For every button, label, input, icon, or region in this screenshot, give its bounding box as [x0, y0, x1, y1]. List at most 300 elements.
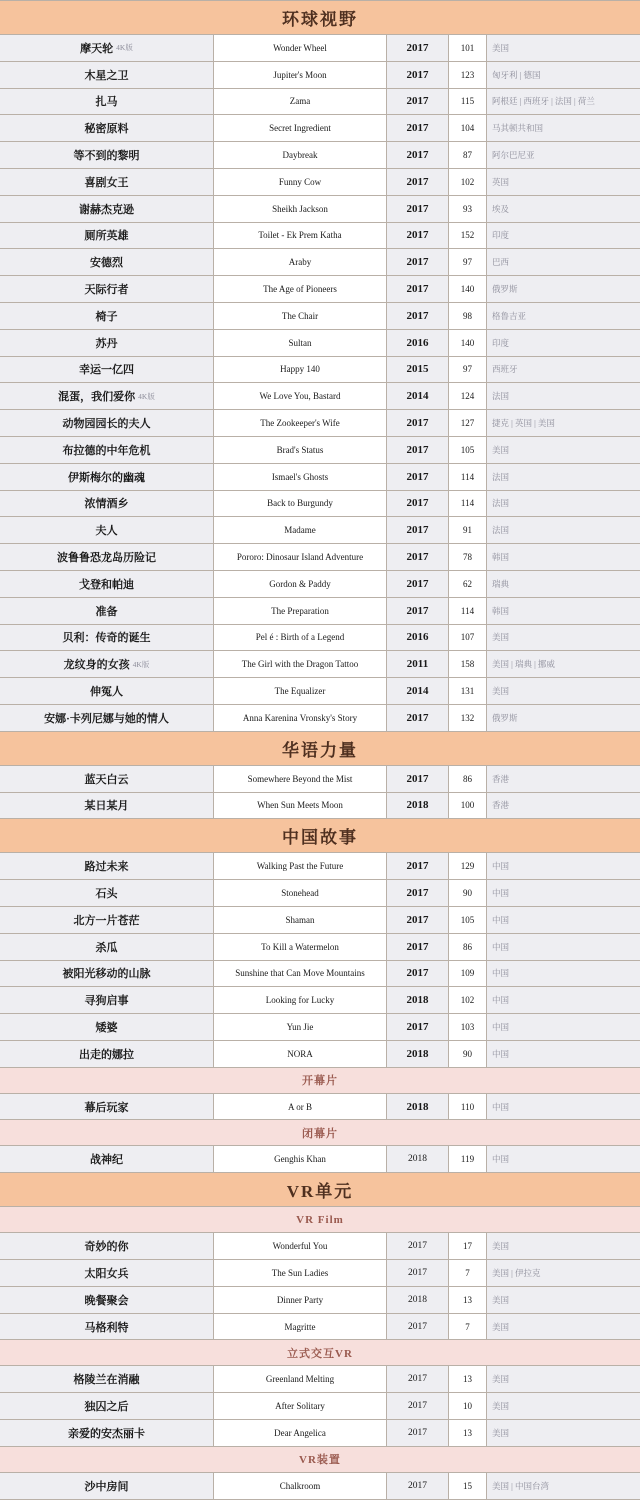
- year: [387, 598, 449, 624]
- year-text: 2017: [406, 551, 429, 564]
- table-row: [0, 517, 640, 544]
- table-row: [0, 544, 640, 571]
- table-row: [0, 35, 640, 62]
- runtime-minutes: [449, 1420, 487, 1446]
- english-title-text: Gordon & Paddy: [269, 578, 331, 589]
- country-text: 美国: [492, 1427, 510, 1438]
- country-text: 香港: [492, 800, 510, 811]
- year-text: 2018: [406, 1100, 429, 1113]
- table-row: [0, 880, 640, 907]
- english-title: [214, 1287, 387, 1313]
- english-title: [214, 1260, 387, 1286]
- runtime-minutes: [449, 383, 487, 409]
- runtime-minutes: [449, 491, 487, 517]
- english-title: [214, 766, 387, 792]
- runtime-minutes: [449, 853, 487, 879]
- chinese-title: [0, 678, 214, 704]
- country: [487, 517, 640, 543]
- year-text: 2017: [406, 887, 429, 899]
- year-text: 2017: [408, 1321, 427, 1332]
- year: [387, 1366, 449, 1392]
- runtime-minutes: [449, 464, 487, 490]
- table-row: [0, 142, 640, 169]
- year: [387, 907, 449, 933]
- country-text: 中国: [492, 1154, 510, 1165]
- year: [387, 223, 449, 249]
- section-header: 环球视野: [0, 1, 640, 35]
- runtime-minutes-text: 13: [463, 1427, 472, 1438]
- runtime-minutes-text: 123: [460, 69, 475, 80]
- english-title-text: Stonehead: [281, 888, 319, 898]
- chinese-title: [0, 1287, 214, 1313]
- table-row: [0, 1393, 640, 1420]
- english-title: [214, 437, 387, 463]
- english-title-text: Araby: [288, 257, 312, 268]
- year-text: 2017: [406, 577, 429, 590]
- country-text: 中国: [492, 1101, 510, 1112]
- country: [487, 330, 640, 356]
- runtime-minutes-text: 97: [463, 364, 472, 375]
- runtime-minutes: [449, 62, 487, 88]
- subsection-header: VR Film: [0, 1207, 640, 1233]
- english-title: [214, 651, 387, 677]
- chinese-title-text: 安娜·卡列尼娜与她的情人: [44, 712, 169, 725]
- year-text: 2017: [408, 1267, 427, 1278]
- table-row: [0, 987, 640, 1014]
- chinese-title: [0, 330, 214, 356]
- table-row: [0, 464, 640, 491]
- table-row: [0, 961, 640, 988]
- year-text: 2017: [406, 283, 429, 296]
- english-title: [214, 1314, 387, 1340]
- english-title: [214, 276, 387, 302]
- year-text: 2018: [408, 1154, 427, 1165]
- country: [487, 1094, 640, 1120]
- runtime-minutes-text: 87: [463, 150, 472, 161]
- chinese-title: [0, 766, 214, 792]
- country: [487, 303, 640, 329]
- table-row: [0, 1094, 640, 1121]
- country: [487, 651, 640, 677]
- year: [387, 625, 449, 651]
- runtime-minutes-text: 114: [460, 498, 475, 509]
- country-text: 瑞典: [492, 578, 510, 589]
- table-row: [0, 678, 640, 705]
- runtime-minutes-text: 17: [463, 1241, 472, 1252]
- english-title-text: Shaman: [285, 914, 315, 925]
- country-text: 俄罗斯: [492, 284, 518, 295]
- country-text: 埃及: [492, 203, 510, 214]
- runtime-minutes: [449, 987, 487, 1013]
- chinese-title-text: 蓝天白云: [84, 773, 129, 786]
- english-title: [214, 1146, 387, 1172]
- table-row: [0, 793, 640, 820]
- table-row: [0, 625, 640, 652]
- year-text: 2017: [406, 443, 429, 456]
- chinese-title: [0, 571, 214, 597]
- english-title: [214, 705, 387, 731]
- runtime-minutes-text: 104: [460, 123, 475, 134]
- table-row: [0, 598, 640, 625]
- country-text: 中国: [492, 914, 510, 925]
- year-text: 2017: [406, 122, 429, 135]
- runtime-minutes: [449, 766, 487, 792]
- chinese-title-text: 太阳女兵: [84, 1267, 129, 1280]
- chinese-title-text: 某日某月: [84, 800, 129, 813]
- english-title-text: Ismael's Ghosts: [271, 471, 329, 482]
- english-title-text: Sultan: [288, 337, 312, 348]
- chinese-title: [0, 853, 214, 879]
- english-title-text: A or B: [287, 1101, 312, 1112]
- table-row: [0, 437, 640, 464]
- english-title-text: Greenland Melting: [265, 1374, 335, 1385]
- table-row: [0, 1233, 640, 1260]
- chinese-title-text: 杀瓜: [95, 941, 118, 954]
- chinese-title: [0, 89, 214, 115]
- english-title-text: The Preparation: [271, 605, 329, 616]
- chinese-title: [0, 598, 214, 624]
- country: [487, 276, 640, 302]
- chinese-title-text: 准备: [95, 605, 118, 618]
- table-row: [0, 766, 640, 793]
- english-title: [214, 62, 387, 88]
- chinese-title: [0, 115, 214, 141]
- runtime-minutes: [449, 571, 487, 597]
- subsection-header: VR装置: [0, 1447, 640, 1473]
- english-title: [214, 987, 387, 1013]
- runtime-minutes-text: 10: [463, 1401, 472, 1412]
- english-title: [214, 678, 387, 704]
- country: [487, 437, 640, 463]
- chinese-title-text: 格陵兰在消融: [73, 1374, 140, 1387]
- year: [387, 1287, 449, 1313]
- year: [387, 766, 449, 792]
- runtime-minutes: [449, 1041, 487, 1067]
- english-title-text: Magritte: [284, 1321, 316, 1332]
- table-row: [0, 303, 640, 330]
- english-title-text: Dear Angelica: [274, 1427, 326, 1438]
- country-text: 美国: [492, 632, 510, 643]
- year-text: 2017: [406, 1020, 429, 1033]
- english-title: [214, 330, 387, 356]
- table-row: [0, 330, 640, 357]
- country-text: 俄罗斯: [492, 712, 518, 723]
- chinese-title: [0, 196, 214, 222]
- chinese-title-text: 摩天轮: [80, 42, 114, 55]
- country-text: 美国 | 伊拉克: [492, 1267, 541, 1278]
- year-text: 2015: [406, 363, 429, 376]
- chinese-title-text: 椅子: [95, 310, 118, 323]
- year-text: 2017: [406, 772, 429, 785]
- runtime-minutes-text: 7: [465, 1267, 470, 1278]
- english-title: [214, 464, 387, 490]
- english-title: [214, 491, 387, 517]
- runtime-minutes: [449, 35, 487, 61]
- english-title: [214, 169, 387, 195]
- english-title: [214, 223, 387, 249]
- year: [387, 89, 449, 115]
- country-text: 中国: [492, 968, 510, 979]
- table-row: [0, 491, 640, 518]
- chinese-title: [0, 1260, 214, 1286]
- country: [487, 62, 640, 88]
- country: [487, 1260, 640, 1286]
- year: [387, 115, 449, 141]
- chinese-title-text: 出走的娜拉: [79, 1048, 134, 1061]
- year-text: 2017: [406, 913, 429, 926]
- runtime-minutes: [449, 276, 487, 302]
- year: [387, 987, 449, 1013]
- runtime-minutes-text: 102: [460, 176, 475, 187]
- runtime-minutes-text: 93: [463, 203, 472, 214]
- chinese-title-text: 寻狗启事: [84, 995, 129, 1008]
- english-title-text: The Sun Ladies: [271, 1267, 329, 1278]
- chinese-title-text: 苏丹: [95, 337, 118, 350]
- subsection-header: 开幕片: [0, 1068, 640, 1094]
- english-title: [214, 1473, 387, 1499]
- country: [487, 678, 640, 704]
- runtime-minutes-text: 98: [463, 310, 472, 321]
- english-title: [214, 115, 387, 141]
- year: [387, 142, 449, 168]
- year: [387, 1260, 449, 1286]
- year: [387, 793, 449, 819]
- year-text: 2017: [406, 68, 429, 81]
- table-row: [0, 934, 640, 961]
- chinese-title-text: 战神纪: [90, 1154, 123, 1167]
- runtime-minutes-text: 78: [463, 552, 472, 563]
- country: [487, 491, 640, 517]
- english-title: [214, 793, 387, 819]
- year-text: 2018: [406, 1047, 429, 1060]
- runtime-minutes: [449, 678, 487, 704]
- country-text: 美国: [492, 1401, 510, 1412]
- runtime-minutes: [449, 1314, 487, 1340]
- runtime-minutes: [449, 1146, 487, 1172]
- chinese-title: [0, 249, 214, 275]
- country: [487, 625, 640, 651]
- country: [487, 1314, 640, 1340]
- country-text: 美国: [492, 42, 510, 53]
- year: [387, 330, 449, 356]
- english-title: [214, 1420, 387, 1446]
- country-text: 中国: [492, 861, 510, 872]
- runtime-minutes-text: 124: [460, 391, 475, 402]
- runtime-minutes-text: 105: [460, 444, 475, 455]
- chinese-title-text: 矮婆: [95, 1021, 118, 1034]
- year: [387, 880, 449, 906]
- table-row: [0, 1473, 640, 1500]
- chinese-title: [0, 934, 214, 960]
- chinese-title-text: 奇妙的你: [84, 1241, 129, 1254]
- country: [487, 410, 640, 436]
- english-title-text: To Kill a Watermelon: [261, 941, 339, 952]
- country-text: 英国: [492, 176, 510, 187]
- runtime-minutes: [449, 223, 487, 249]
- table-row: [0, 907, 640, 934]
- chinese-title-text: 秘密原料: [84, 123, 129, 136]
- table-row: [0, 383, 640, 410]
- english-title-text: Looking for Lucky: [265, 995, 335, 1006]
- table-row: [0, 249, 640, 276]
- chinese-title-text: 伊斯梅尔的幽魂: [68, 471, 145, 484]
- chinese-title-text: 木星之卫: [84, 69, 129, 82]
- chinese-title: [0, 437, 214, 463]
- format-tag: 4K版: [116, 43, 133, 53]
- chinese-title: [0, 169, 214, 195]
- country-text: 匈牙利 | 德国: [492, 69, 541, 80]
- year: [387, 1420, 449, 1446]
- chinese-title-text: 天际行者: [84, 284, 129, 297]
- country: [487, 115, 640, 141]
- runtime-minutes: [449, 249, 487, 275]
- year-text: 2016: [406, 631, 429, 644]
- chinese-title-text: 幕后玩家: [84, 1101, 129, 1114]
- runtime-minutes-text: 132: [460, 712, 475, 723]
- year: [387, 544, 449, 570]
- chinese-title-text: 喜剧女王: [84, 176, 129, 189]
- chinese-title: [0, 383, 214, 409]
- year: [387, 196, 449, 222]
- chinese-title: [0, 544, 214, 570]
- chinese-title: [0, 1366, 214, 1392]
- english-title: [214, 1041, 387, 1067]
- year: [387, 1014, 449, 1040]
- country: [487, 1041, 640, 1067]
- chinese-title: [0, 987, 214, 1013]
- country-text: 巴西: [492, 257, 510, 268]
- country: [487, 571, 640, 597]
- english-title: [214, 35, 387, 61]
- runtime-minutes-text: 140: [460, 337, 475, 348]
- runtime-minutes-text: 114: [460, 605, 475, 616]
- country-text: 印度: [492, 230, 510, 241]
- year-text: 2017: [406, 524, 429, 537]
- country-text: 美国 | 瑞典 | 挪威: [492, 659, 555, 670]
- chinese-title: [0, 1473, 214, 1499]
- year-text: 2017: [406, 229, 429, 242]
- country: [487, 89, 640, 115]
- country-text: 中国: [492, 1048, 510, 1059]
- runtime-minutes-text: 131: [460, 686, 475, 697]
- chinese-title-text: 石头: [95, 888, 118, 900]
- runtime-minutes-text: 103: [460, 1021, 475, 1032]
- year-text: 2017: [406, 95, 429, 108]
- country: [487, 544, 640, 570]
- runtime-minutes-text: 97: [463, 257, 472, 268]
- english-title-text: We Love You, Bastard: [259, 391, 341, 402]
- chinese-title: [0, 880, 214, 906]
- country-text: 西班牙: [492, 364, 518, 375]
- year: [387, 705, 449, 731]
- runtime-minutes: [449, 961, 487, 987]
- table-row: [0, 571, 640, 598]
- country: [487, 196, 640, 222]
- runtime-minutes: [449, 625, 487, 651]
- table-row: [0, 115, 640, 142]
- country-text: 马其顿共和国: [492, 123, 544, 134]
- runtime-minutes: [449, 196, 487, 222]
- english-title: [214, 357, 387, 383]
- runtime-minutes-text: 158: [460, 659, 475, 670]
- country-text: 香港: [492, 773, 510, 784]
- country: [487, 961, 640, 987]
- runtime-minutes-text: 152: [460, 230, 475, 241]
- table-row: [0, 1260, 640, 1287]
- chinese-title-text: 夫人: [95, 525, 118, 538]
- chinese-title-text: 动物园园长的夫人: [62, 418, 151, 431]
- country: [487, 1366, 640, 1392]
- country: [487, 1473, 640, 1499]
- country: [487, 249, 640, 275]
- year: [387, 35, 449, 61]
- english-title: [214, 907, 387, 933]
- runtime-minutes: [449, 598, 487, 624]
- year: [387, 934, 449, 960]
- runtime-minutes-text: 15: [463, 1480, 472, 1491]
- english-title: [214, 410, 387, 436]
- runtime-minutes-text: 86: [463, 773, 472, 784]
- table-row: [0, 223, 640, 250]
- year: [387, 383, 449, 409]
- chinese-title: [0, 1314, 214, 1340]
- country: [487, 934, 640, 960]
- year: [387, 276, 449, 302]
- english-title: [214, 1233, 387, 1259]
- year-text: 2017: [406, 417, 429, 430]
- english-title-text: Funny Cow: [278, 176, 322, 187]
- runtime-minutes-text: 13: [463, 1294, 472, 1305]
- subsection-header: 立式交互VR: [0, 1340, 640, 1366]
- year: [387, 1041, 449, 1067]
- runtime-minutes-text: 100: [460, 800, 475, 811]
- english-title-text: Brad's Status: [276, 444, 324, 455]
- country-text: 美国: [492, 1241, 510, 1252]
- year-text: 2017: [406, 256, 429, 269]
- english-title-text: Madame: [284, 525, 316, 536]
- section-header: 中国故事: [0, 819, 640, 853]
- english-title-text: Pel é : Birth of a Legend: [255, 632, 345, 643]
- country: [487, 598, 640, 624]
- subsection-header: 闭幕片: [0, 1120, 640, 1146]
- runtime-minutes-text: 13: [463, 1374, 472, 1385]
- country-text: 格鲁吉亚: [492, 310, 527, 321]
- english-title-text: Pororo: Dinosaur Island Adventure: [236, 552, 364, 563]
- english-title: [214, 571, 387, 597]
- english-title-text: Walking Past the Future: [256, 861, 344, 872]
- chinese-title: [0, 517, 214, 543]
- section-header: 华语力量: [0, 732, 640, 766]
- english-title-text: Secret Ingredient: [269, 123, 331, 134]
- chinese-title-text: 幸运一亿四: [79, 364, 134, 377]
- year-text: 2016: [406, 336, 429, 349]
- runtime-minutes: [449, 880, 487, 906]
- chinese-title: [0, 357, 214, 383]
- runtime-minutes-text: 109: [460, 968, 475, 979]
- chinese-title: [0, 705, 214, 731]
- runtime-minutes: [449, 1014, 487, 1040]
- english-title: [214, 853, 387, 879]
- chinese-title-text: 布拉德的中年危机: [62, 444, 151, 457]
- runtime-minutes: [449, 303, 487, 329]
- year: [387, 249, 449, 275]
- country: [487, 1014, 640, 1040]
- chinese-title-text: 浓情酒乡: [84, 498, 129, 511]
- english-title-text: The Age of Pioneers: [263, 284, 337, 295]
- country: [487, 853, 640, 879]
- runtime-minutes: [449, 517, 487, 543]
- chinese-title-text: 波鲁鲁恐龙岛历险记: [57, 552, 156, 565]
